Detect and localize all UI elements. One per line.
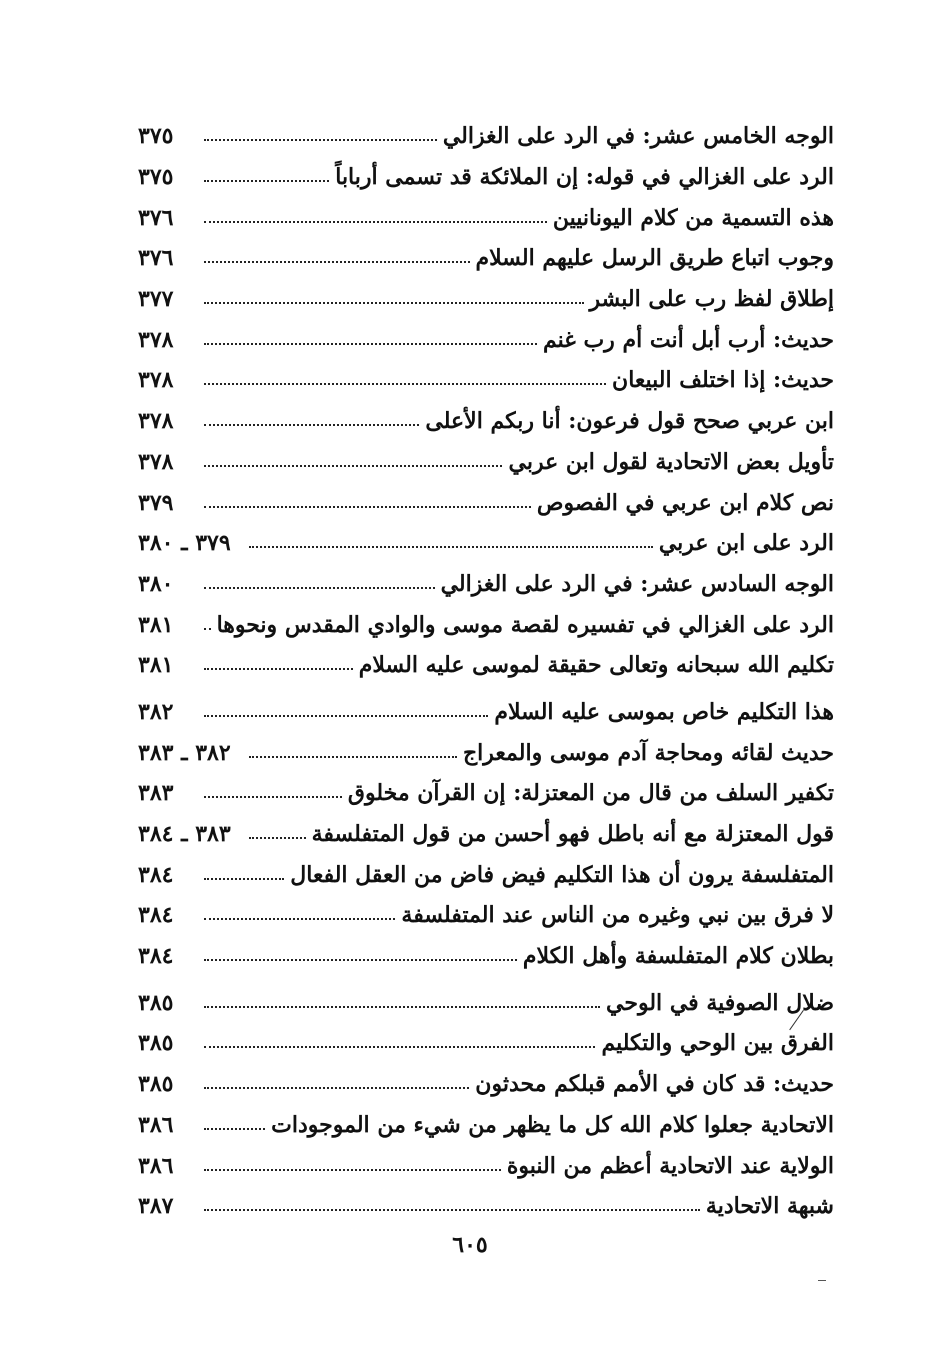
toc-entry: [138, 1145, 834, 1186]
dot-leader: [249, 546, 653, 548]
toc-entry: [138, 360, 834, 401]
toc-entry-title: حديث: أرب أبل أنت أم رب غنم: [543, 326, 834, 353]
toc-entry-page: ٣٨٠: [138, 570, 174, 597]
toc-entry-page: ٣٨٣ ـ ٣٨٤: [138, 821, 231, 848]
toc-entry-page: ٣٨٣: [138, 780, 174, 807]
toc-entry-page: ٣٨٤: [138, 902, 174, 929]
dot-leader: [204, 1128, 265, 1130]
dot-leader: [204, 587, 435, 589]
dot-leader: [204, 139, 437, 141]
dot-leader: [204, 959, 517, 961]
toc-entry-page: ٣٧٩: [138, 489, 174, 516]
dot-leader: [204, 221, 547, 223]
toc-entry: [138, 895, 834, 936]
toc-entry: [138, 692, 834, 733]
toc-entry-title: نص كلام ابن عربي في الفصوص: [536, 489, 834, 516]
dot-leader: [204, 1087, 469, 1089]
dot-leader: [204, 343, 537, 345]
dot-leader: [204, 918, 395, 920]
toc-entry-title: قول المعتزلة مع أنه باطل فهو أحسن من قول المتفلسفة: [311, 821, 834, 848]
dot-leader: [204, 261, 470, 263]
toc-entry-page: ٣٨٢ ـ ٣٨٣: [138, 739, 231, 766]
toc-entry-page: ٣٨٤: [138, 861, 174, 888]
toc-entry-page: ٣٨٦: [138, 1111, 174, 1138]
toc-entry: [138, 773, 834, 814]
toc-entry-title: هذا التكليم خاص بموسى عليه السلام: [494, 698, 834, 725]
toc-entry-title: حديث: قد كان في الأمم قبلكم محدثون: [475, 1071, 834, 1098]
toc-entry: [138, 482, 834, 523]
toc-entry: [138, 854, 834, 895]
toc-entry-page: ٣٨٥: [138, 1030, 174, 1057]
dot-leader: [204, 715, 488, 717]
toc-entry: [138, 116, 834, 157]
toc-entry-title: الوجه الخامس عشر: في الرد على الغزالي: [442, 123, 834, 150]
toc-entry: [138, 157, 834, 198]
toc-entry: [138, 1064, 834, 1105]
toc-entry: [138, 814, 834, 855]
toc-entry-page: ٣٨٥: [138, 989, 174, 1016]
toc-entry: [138, 982, 834, 1023]
toc-entry: [138, 401, 834, 442]
toc-entry-title: الولاية عند الاتحادية أعظم من النبوة: [506, 1152, 834, 1179]
toc-entry-title: وجوب اتباع طريق الرسل عليهم السلام: [475, 245, 834, 272]
toc-entry: [138, 197, 834, 238]
toc-entry-title: حديث: إذا اختلف البيعان: [612, 367, 834, 394]
toc-entry-title: الرد على الغزالي في قوله: إن الملائكة قد تسمى أرباباً: [335, 164, 834, 191]
toc-entry-title: شبهة الاتحادية: [705, 1193, 834, 1220]
toc-entry-page: ٣٨٢: [138, 698, 174, 725]
toc-entry: [138, 936, 834, 977]
toc-entry-page: ٣٧٨: [138, 367, 174, 394]
toc-entry: [138, 319, 834, 360]
dot-leader: [249, 837, 306, 839]
toc-entry-page: ٣٨١: [138, 652, 174, 679]
toc-entry-title: الرد على الغزالي في تفسيره لقصة موسى والوادي المقدس ونحوها: [216, 611, 834, 638]
toc-entry-title: ضلال الصوفية في الوحي: [606, 989, 834, 1016]
toc-entry-title: ابن عربي صحح قول فرعون: أنا ربكم الأعلى: [425, 408, 834, 435]
toc-entry-title: الوجه السادس عشر: في الرد على الغزالي: [440, 570, 834, 597]
dot-leader: [204, 506, 531, 508]
toc-entry-page: ٣٧٨: [138, 448, 174, 475]
toc-entry-title: حديث لقائه ومحاجة آدم موسى والمعراج: [462, 739, 834, 766]
dot-leader: [204, 465, 502, 467]
table-of-contents: [138, 116, 834, 1227]
toc-entry: [138, 279, 834, 320]
toc-entry: [138, 1105, 834, 1146]
toc-entry-title: الاتحادية جعلوا كلام الله كل ما يظهر من شيء من الموجودات: [271, 1111, 834, 1138]
toc-entry: [138, 238, 834, 279]
toc-entry-page: ٣٨١: [138, 611, 174, 638]
toc-entry-page: ٣٧٦: [138, 204, 174, 231]
toc-entry: [138, 564, 834, 605]
dot-leader: [204, 302, 584, 304]
toc-entry-title: الفرق بين الوحي والتكليم: [601, 1030, 834, 1057]
dot-leader: [204, 796, 342, 798]
toc-entry-page: ٣٧٥: [138, 164, 174, 191]
dot-leader: [204, 180, 329, 182]
dot-leader: [249, 756, 457, 758]
toc-entry-page: ٣٧٥: [138, 123, 174, 150]
dot-leader: [204, 383, 606, 385]
toc-entry-title: تكليم الله سبحانه وتعالى حقيقة لموسى عليه السلام: [358, 652, 834, 679]
toc-entry: [138, 604, 834, 645]
toc-entry-title: المتفلسفة يرون أن هذا التكليم فيض فاض من العقل الفعال: [290, 861, 834, 888]
toc-entry-title: الرد على ابن عربي: [658, 530, 834, 557]
dot-leader: [204, 424, 419, 426]
toc-entry: [138, 1186, 834, 1227]
dot-leader: [204, 1209, 700, 1211]
toc-entry-page: ٣٧٨: [138, 326, 174, 353]
toc-entry-page: ٣٧٩ ـ ٣٨٠: [138, 530, 231, 557]
toc-entry-title: تكفير السلف من قال من المعتزلة: إن القرآن مخلوق: [347, 780, 834, 807]
toc-entry: [138, 523, 834, 564]
toc-entry-title: إطلاق لفظ رب على البشر: [589, 286, 834, 313]
toc-entry-page: ٣٧٧: [138, 286, 174, 313]
page-number: ٦٠٥: [452, 1232, 488, 1258]
toc-entry: [138, 1023, 834, 1064]
toc-entry-title: تأويل بعض الاتحادية لقول ابن عربي: [508, 448, 834, 475]
toc-entry-page: ٣٨٤: [138, 943, 174, 970]
toc-entry-page: ٣٨٧: [138, 1193, 174, 1220]
toc-entry-title: بطلان كلام المتفلسفة وأهل الكلام: [522, 943, 834, 970]
toc-entry: [138, 645, 834, 686]
toc-entry-page: ٣٨٦: [138, 1152, 174, 1179]
dot-leader: [204, 1169, 501, 1171]
dot-leader: [204, 1006, 600, 1008]
toc-entry: [138, 732, 834, 773]
toc-entry-title: لا فرق بين نبي وغيره من الناس عند المتفلسفة: [401, 902, 834, 929]
toc-entry: [138, 442, 834, 483]
toc-entry-page: ٣٨٥: [138, 1071, 174, 1098]
dot-leader: [204, 878, 284, 880]
toc-entry-title: هذه التسمية من كلام اليونانيين: [552, 204, 834, 231]
dot-leader: [204, 1046, 595, 1048]
toc-entry-page: ٣٧٨: [138, 408, 174, 435]
dot-leader: [204, 668, 353, 670]
toc-entry-page: ٣٧٦: [138, 245, 174, 272]
dot-leader: [204, 628, 211, 630]
scan-speck: [818, 1280, 826, 1281]
